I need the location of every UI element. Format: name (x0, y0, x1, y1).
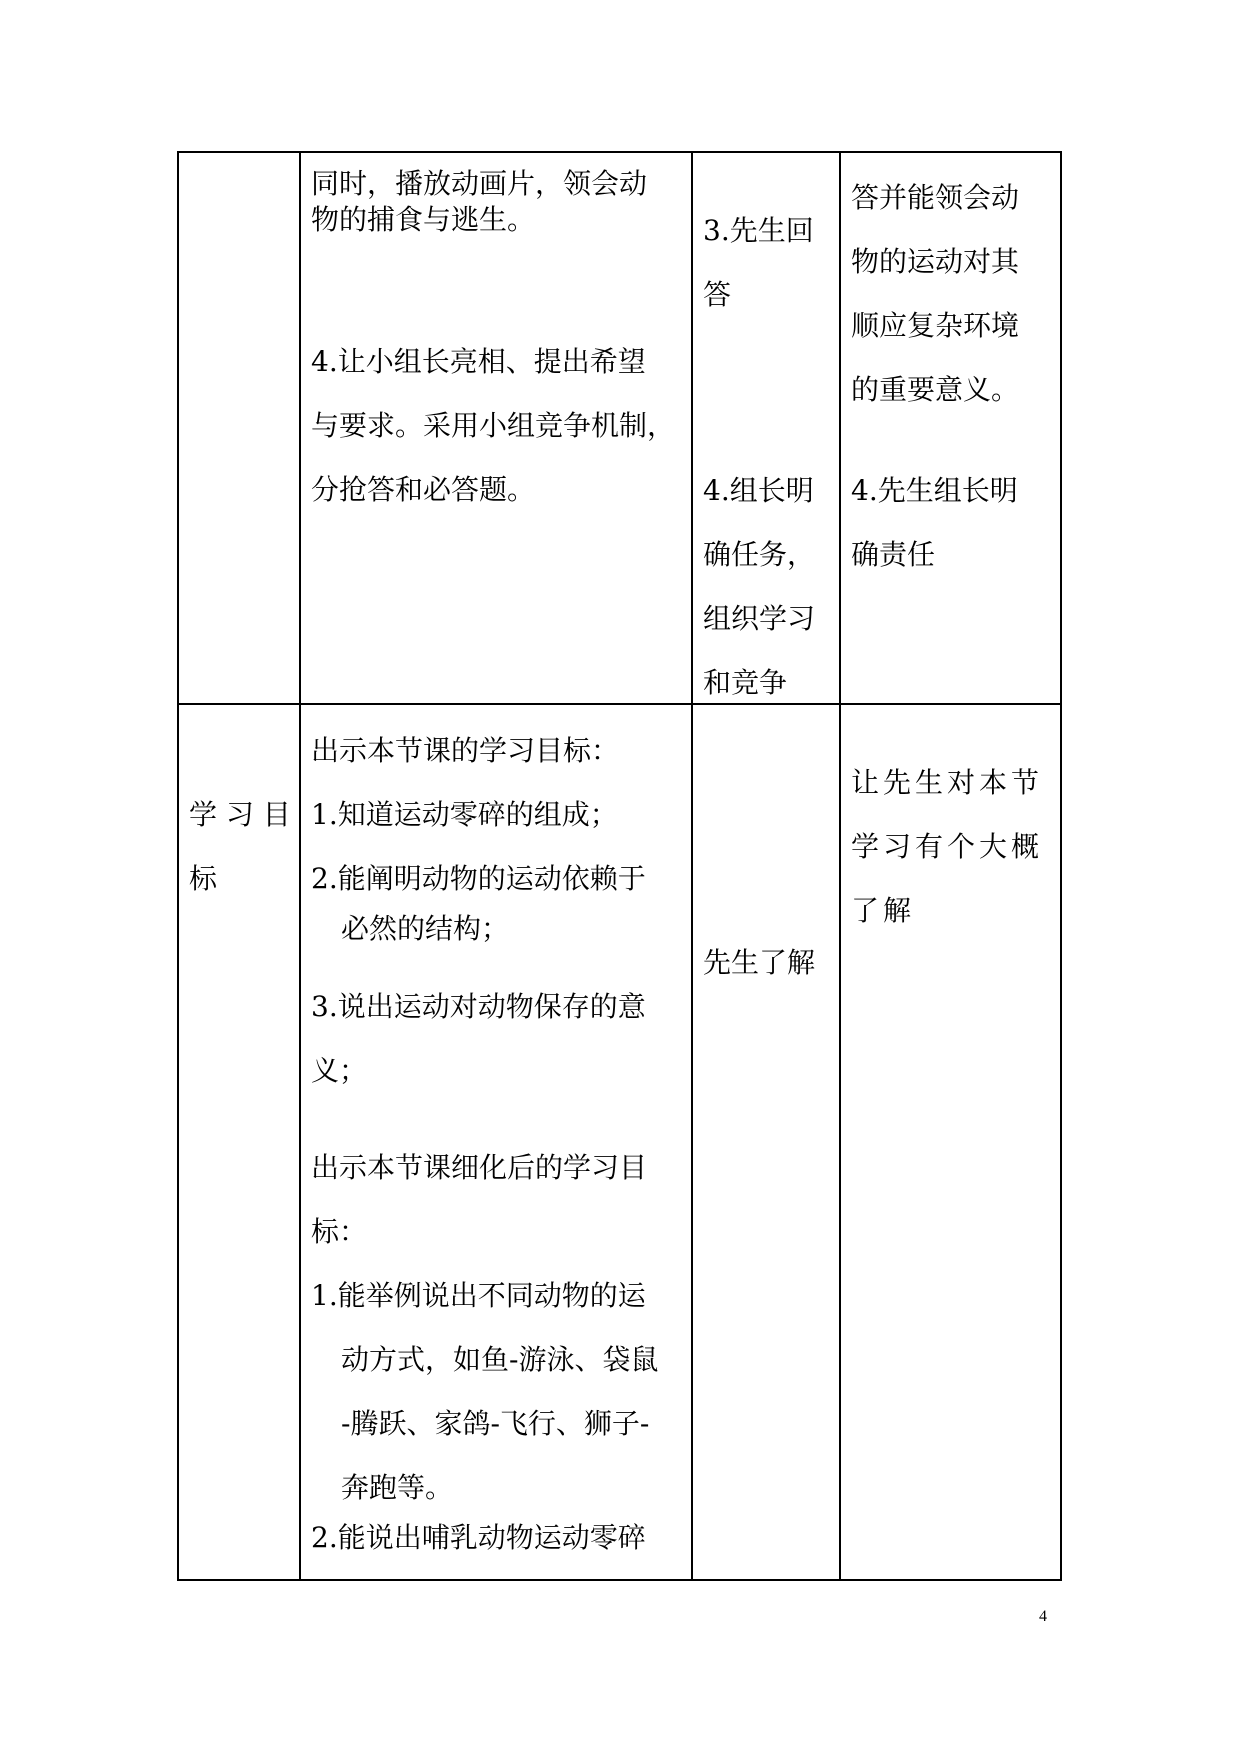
col-divider-3 (839, 151, 841, 1581)
row2-col2-refined-b: 2.能说出哺乳动物运动零碎 (311, 1521, 646, 1554)
row2-col2-indent-1: 必然的结构； (341, 912, 510, 945)
row1-col4-text-b: 4.先生组长明 确责任 (851, 474, 1018, 571)
col-divider-1 (299, 151, 301, 1581)
table-border-top (177, 151, 1062, 153)
row1-col4-text: 答并能领会动 物的运动对其 顺应复杂环境 的重要意义。 (851, 181, 1020, 406)
row2-col2-indent-2: 动方式，如鱼-游泳、袋鼠 -腾跃、家鸽-飞行、狮子- 奔跑等。 (341, 1343, 659, 1504)
row2-col2-objectives: 出示本节课的学习目标： 1.知道运动零碎的组成； 2.能阐明动物的运动依赖于 (311, 734, 646, 895)
row2-col3-text: 先生了解 (703, 946, 816, 979)
row1-col2-text: 同时，播放动画片，领会动 物的捕食与逃生。 (311, 167, 648, 236)
table-border-right (1060, 151, 1062, 1581)
row2-col4-text: 让先生对本节 学习有个大概 了解 (851, 766, 1044, 927)
table-border-left (177, 151, 179, 1581)
row-divider (177, 703, 1062, 705)
row2-col2-refined: 出示本节课细化后的学习目 标： 1.能举例说出不同动物的运 (311, 1151, 648, 1312)
page-number: 4 (1039, 1608, 1047, 1625)
col-divider-2 (691, 151, 693, 1581)
row2-col1-label: 学 习 目 标 (189, 798, 291, 895)
row1-col3-text: 3.先生回 答 (703, 214, 814, 311)
row2-col2-objectives-b: 3.说出运动对动物保存的意 义； (311, 990, 646, 1087)
row1-col3-text-b: 4.组长明 确任务， 组织学习 和竞争 (703, 474, 816, 699)
table-border-bottom (177, 1579, 1062, 1581)
row1-col2-text-b: 4.让小组长亮相、提出希望 与要求。采用小组竞争机制， 分抢答和必答题。 (311, 345, 676, 506)
